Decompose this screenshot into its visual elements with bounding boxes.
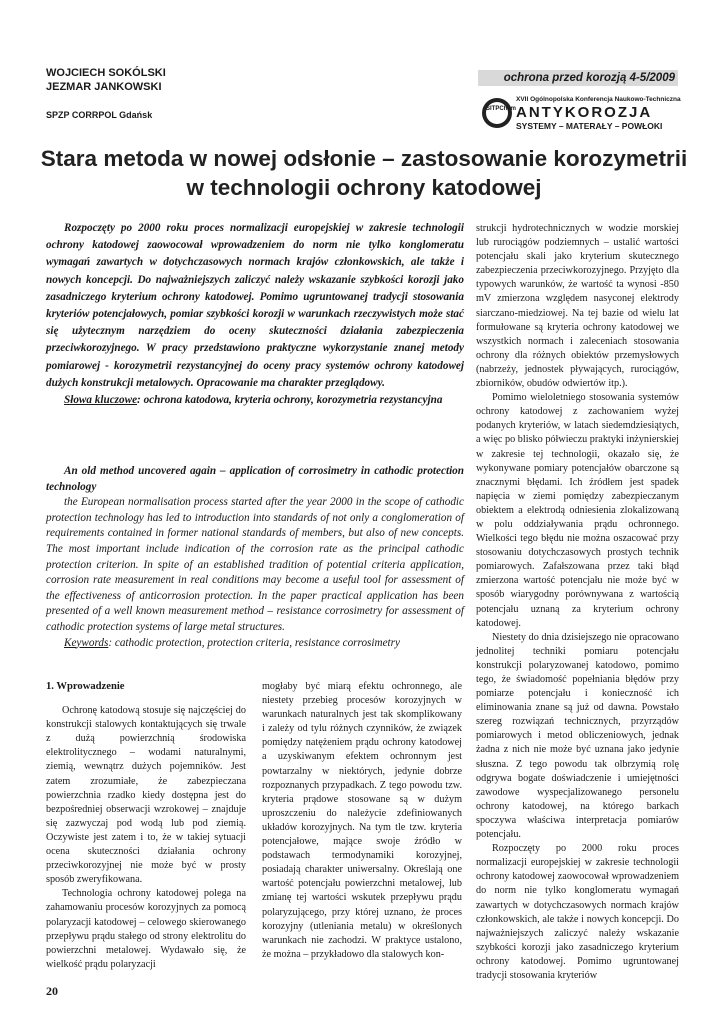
author-2: JEZMAR JANKOWSKI [46,81,162,93]
sitp-chem-badge-icon [482,98,517,128]
conference-logo [482,96,682,136]
body-column-right [476,222,679,983]
paragraph: Rozpoczęty po 2000 roku proces normalizacji europejskiej w zakresie technologii ochrony katodowej zaowocował wprowadzeniem do norm nie tylko konglomeratu wymagań zawartych w dotychczasowych normach krajów członkowskich, ale także i nowych koncepcji. Do najważniejszych zaliczyć należy wskazanie szybkości korozji jako zasadniczego kryterium ochrony katodowej. Pomimo ugruntowanej tradycji stosowania kryteriów [476,843,679,981]
badge-text: SITPChem [486,102,508,124]
authors [46,66,166,94]
keywords-en-values: : cathodic protection, protection criteria, resistance corrosimetry [108,636,400,649]
keywords-pl [46,392,464,409]
conference-subtitle: SYSTEMY – MATERAŁY – POWŁOKI [516,121,663,131]
paragraph: Technologia ochrony katodowej polega na zahamowaniu procesów korozyjnych za pomocą polaryzacji katodowej – celowego skierowanego przepływu prądu stałego od strony elektrolitu do powierzchni metalowej. Wydawało się, że wielkość prądu polaryzacji [46,888,246,970]
paragraph: Pomimo wieloletniego stosowania systemów ochrony katodowej z zachowaniem wyżej podanych kryteriów, w latach siedemdziesiątych, a więc po blisko półwieczu praktyki inżynierskiej w zakresie tej technologii, okazało się, że wykonywane pomiary potencjałów obarczone są znacznymi błędami. Ich źródłem jest spadek napięcia w ziemi pomiędzy zabezpieczanym obiektem a elektrodą odniesienia zlokalizowaną w polu oddziaływania prądu ochronnego. Wielkości tego błędu nie można oszacować przy stosowaniu dotychczasowych prostych technik pomiarowych. Zafałszowana przez taki błąd zmierzona wartość potencjału nie może być w sposób wiarygodny porównywana z wartością potencjału uznaną za kryterium ochrony katodowej. [476,392,679,629]
conference-title: ANTYKOROZJA [516,104,653,121]
paragraph: Ochronę katodową stosuje się najczęściej do konstrukcji stalowych kontaktujących się trwale z dużą powierzchnią środowiska elektrolitycznego – wodami naturalnymi, ziemią, wewnątrz dużych pojemników. Jest zatem zrozumiałe, że zabezpieczana powierzchnia rzadko kiedy dostępna jest do bezpośredniej obserwacji wzrokowej – znajduje się zazwyczaj pod wodą lub pod ziemią. Oczywiste jest zatem i to, że w takiej sytuacji ocena skuteczności działania ochrony przeciwkorozyjnej nie może być w prosty sposób zweryfikowana. [46,705,246,886]
keywords-pl-values: : ochrona katodowa, kryteria ochrony, korozymetria rezystancyjna [137,394,443,407]
keywords-en-label: Keywords [64,636,109,649]
affiliation: SPZP CORRPOL Gdańsk [46,110,153,120]
paragraph: Niestety do dnia dzisiejszego nie opracowano jednolitej techniki pomiaru potencjału konstrukcji polaryzowanej katodowo, pomimo tego, że świadomość popełniania błędów przy pomiarze potencjału i konieczność ich eliminowania znane są już od dawna. Powstało szereg rozwiązań technicznych, przyrządów pomiarowych i metod obliczeniowych, jednak żadna z nich nie może być uznana jako jedynie słuszna. Z tego powodu tak olbrzymią rolę odgrywa bogate doświadczenie i umiejętności zawodowe wyspecjalizowanego personelu ochrony katodowej, na którego barkach spoczywa właściwa interpretacja pomiarów potencjału. [476,631,679,841]
article-title: Stara metoda w nowej odsłonie – zastosowanie korozymetrii w technologii ochrony katodowej [40,146,688,200]
author-1: WOJCIECH SOKÓLSKI [46,67,166,79]
abstract-polish [46,220,464,409]
abstract-pl-body: Rozpoczęty po 2000 roku proces normalizacji europejskiej w zakresie technologii ochrony katodowej zaowocował wprowadzeniem do norm nie tylko konglomeratu wymagań zawartych w dotychczasowych normach krajów członkowskich, ale także i nowych koncepcji. Do najważniejszych zaliczyć należy wskazanie szybkości korozji jako zasadniczego kryterium ochrony katodowej. Pomimo ugruntowanej tradycji stosowania kryteriów potencjałowych, pomiar szybkości korozji w warunkach rzeczywistych może stać się użytecznym narzędziem do oceny skuteczności działania zabezpieczenia przeciwkorozyjnego. W pracy przedstawiono praktyczne wykorzystanie znanej metody pomiarowej - korozymetrii rezystancyjnej do oceny pracy systemów ochrony katodowej dużych konstrukcji metalowych. Opracowanie ma charakter przeglądowy. [46,222,464,389]
paragraph: strukcji hydrotechnicznych w wodzie morskiej lub rurociągów podziemnych – ustalić wartości potencjału skali jako kryterium skutecznego zabezpieczenia przeciwkorozyjnego. Przyjęto dla typowych warunków, że wartość ta wynosi -850 mV zmierzona względem nasyconej elektrody siarczano-miedziowej. Na tej bazie od wielu lat formułowane są kryteria ochrony katodowej we wszystkich normach i zaleceniach stosowania ochrony dla różnych obiektów przemysłowych (nabrzeży, jednostek pływających, rurociągów, zbiorników, obudów odwiertów itp.). [476,223,679,390]
body-column-left [46,680,246,972]
keywords-en [46,636,464,652]
conference-name: XVII Ogólnopolska Konferencja Naukowo-Techniczna [516,96,681,103]
keywords-pl-label: Słowa kluczowe [64,394,138,407]
section-heading: 1. Wprowadzenie [46,681,125,692]
page-number: 20 [46,984,58,998]
abstract-en-title: An old method uncovered again – application of corrosimetry in cathodic protection technology [46,465,464,493]
body-column-middle [262,680,462,962]
paragraph: mogłaby być miarą efektu ochronnego, ale niestety przebieg procesów korozyjnych w warunkach naturalnych jest tak skomplikowany i zależy od tylu różnych czynników, że związek pomiędzy natężeniem prądu ochrony katodowej a uzyskiwanym efektem ochronnym jest powtarzalny w niektórych, jedynie dobrze rozpoznanych przypadkach. Z tego powodu tzw. kryteria prądowe stosowane są w dużym uproszczeniu do należycie zdefiniowanych układów korozyjnych. Na tym tle tzw. kryteria potencjałowe, mające swoje źródło w podstawach termodynamiki korozyjnej, posiadają charakter uniwersalny. Określają one wartość potencjału powierzchni metalowej, lub zmianę tej wartości wskutek przepływu prądu polaryzującego, przy której uznano, że proces korozyjny (utleniania metalu) w określonych warunkach nie zachodzi. W praktyce ustalono, że można – przykładowo dla stalowych kon- [262,681,462,960]
journal-header: ochrona przed korozją 4-5/2009 [478,70,678,86]
abstract-english [46,464,464,651]
abstract-en-body: the European normalisation process started after the year 2000 in the scope of cathodic protection technology has led to introduction into standards of not only a conglomeration of requirements contained in former national standards of members, but also of new concepts. The most important include indication of the corrosion rate as the principal cathodic protection criterion. In spite of an established tradition of potential criteria application, corrosion rate measurement in real conditions may become a useful tool for assessment of the effectiveness of anticorrosion protection. In the paper practical application has been presented of a well known measurement method – resistance corrosimetry for assessment of cathodic protection systems of large metal structures. [46,496,464,633]
